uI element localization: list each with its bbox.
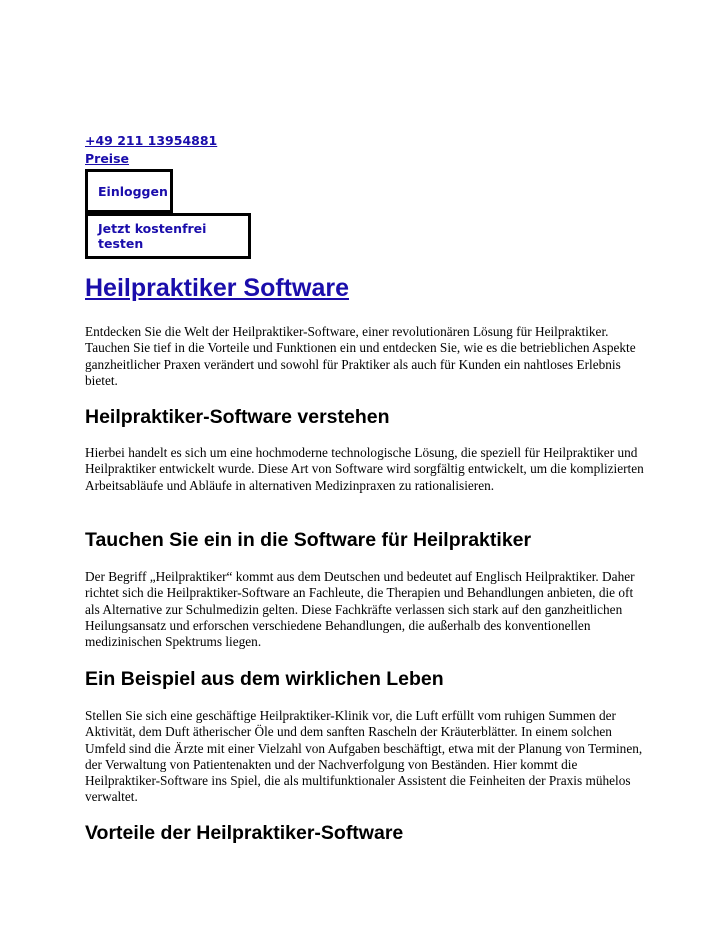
section-heading-beispiel: Ein Beispiel aus dem wirklichen Leben <box>85 668 444 690</box>
section-text-verstehen: Hierbei handelt es sich um eine hochmoderne technologische Lösung, die speziell für Heilpraktiker und Heilpraktiker entwickelt wurde. Diese Art von Software wird sorgfältig entwickelt, um die komplizierten Arbeitsabläufe und Abläufe in alternativen Medizinpraxen zu rationalisieren. <box>85 445 644 493</box>
free-trial-button[interactable] <box>85 213 251 259</box>
pricing-link[interactable]: Preise <box>85 151 130 166</box>
section-heading-verstehen: Heilpraktiker-Software verstehen <box>85 406 390 428</box>
login-button-label: Einloggen <box>98 183 168 199</box>
section-text-beispiel: Stellen Sie sich eine geschäftige Heilpraktiker-Klinik vor, die Luft erfüllt vom ruhigen Summen der Aktivität, dem Duft ätherischer Öle und dem sanften Rascheln der Kräuterblätter. In einem solchen Umfeld sind die Ärzte mit einer Vielzahl von Aufgaben beschäftigt, etwa mit der Planung von Terminen, der Verwaltung von Patientenakten und der Nachverfolgung von Beständen. Hier kommt die Heilpraktiker-Software ins Spiel, die als multifunktionaler Assistent die Feinheiten der Praxis mühelos verwaltet. <box>85 708 643 805</box>
intro-paragraph: Entdecken Sie die Welt der Heilpraktiker-Software, einer revolutionären Lösung für Heilpraktiker. Tauchen Sie tief in die Vorteile und Funktionen ein und entdecken Sie, wie es die betrieblichen Aspekte ganzheitlicher Praxen verändert und sowohl für Praktiker als auch für Kunden ein nahtloses Erlebnis bietet. <box>85 324 636 388</box>
login-button[interactable] <box>85 169 173 213</box>
page-title[interactable]: Heilpraktiker Software <box>85 274 349 302</box>
free-trial-button-label: Jetzt kostenfrei testen <box>98 221 207 251</box>
top-links <box>85 132 217 168</box>
section-heading-vorteile: Vorteile der Heilpraktiker-Software <box>85 822 404 844</box>
section-heading-tauchen: Tauchen Sie ein in die Software für Heilpraktiker <box>85 529 532 551</box>
section-text-tauchen: Der Begriff „Heilpraktiker“ kommt aus dem Deutschen und bedeutet auf Englisch Heilpraktiker. Daher richtet sich die Heilpraktiker-Software an Fachleute, die Therapien und Behandlungen anbieten, die oft als Alternative zur Schulmedizin gelten. Diese Fachkräfte verlassen sich stark auf den ganzheitlichen Heilungsansatz und erforschen verschiedene Behandlungen, die außerhalb des konventionellen medizinischen Spektrums liegen. <box>85 569 635 650</box>
phone-link[interactable]: +49 211 13954881 <box>85 133 218 148</box>
